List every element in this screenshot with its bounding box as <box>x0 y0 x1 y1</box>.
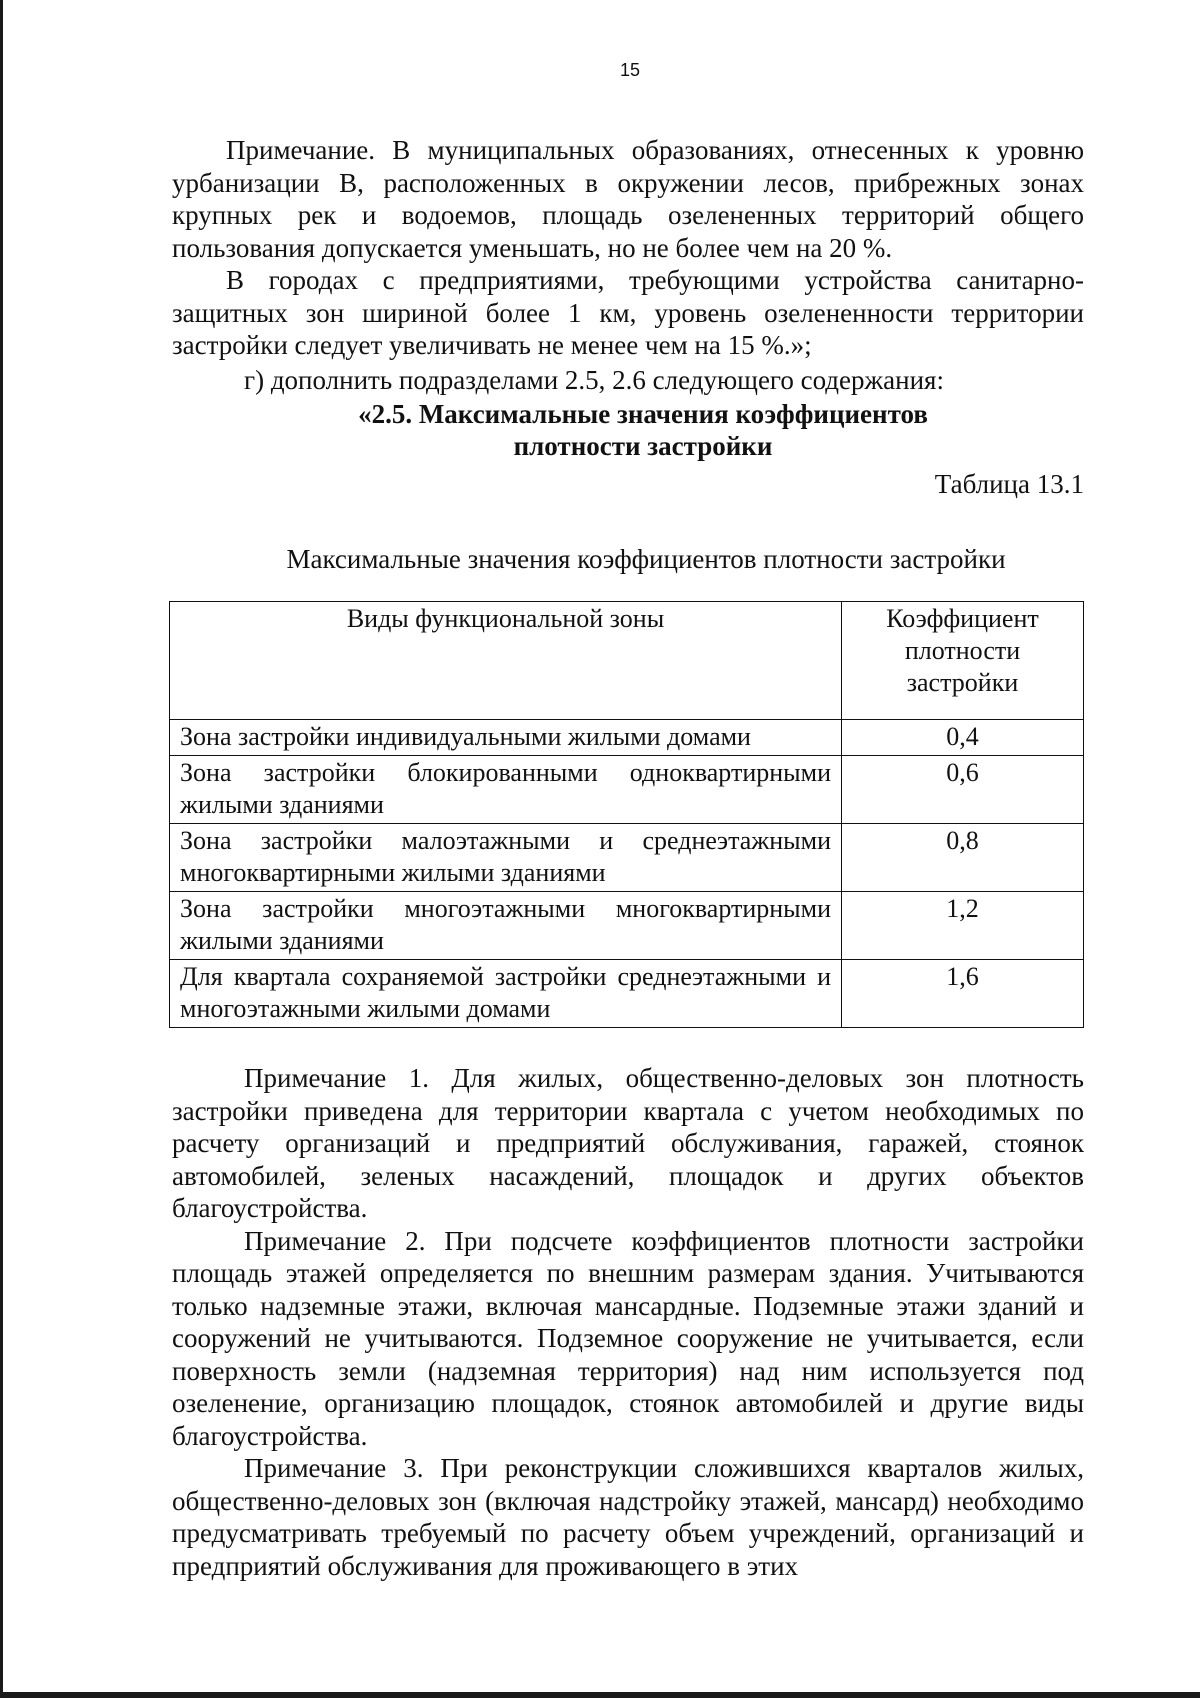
coefficient-cell: 0,8 <box>842 824 1084 892</box>
section-title-line-2: плотности застройки <box>513 431 773 461</box>
table-row <box>170 756 1084 824</box>
coefficient-cell: 1,6 <box>842 960 1084 1028</box>
section-title-line-1: «2.5. Максимальные значения коэффициентов <box>358 399 928 429</box>
header-zone-type: Виды функциональной зоны <box>170 602 842 720</box>
table-row <box>170 720 1084 756</box>
paragraph-sanitary-zones: В городах с предприятиями, требующими устройства санитарно-защитных зон шириной более 1 км, уровень озелененности территории застройки следует увеличивать не менее чем на 15 %.»; <box>172 265 1084 360</box>
section-title <box>202 398 1084 462</box>
zone-cell: Зона застройки многоэтажными многоквартирными жилыми зданиями <box>170 892 842 960</box>
note-2: Примечание 2. При подсчете коэффициентов плотности застройки площадь этажей определяется по внешним размерам здания. Учитываются только надземные этажи, включая мансардные. Подземные этажи зданий и сооружений не учитываются. Подземное сооружение не учитывается, если поверхность земли (надземная территория) над ним используется под озеленение, организацию площадок, стоянок автомобилей и другие виды благоустройства. <box>172 1225 1084 1451</box>
scan-border-bottom <box>0 1692 1200 1698</box>
coefficient-cell: 1,2 <box>842 892 1084 960</box>
density-table <box>169 601 1084 1028</box>
table-header-row <box>170 602 1084 720</box>
zone-cell: Для квартала сохраняемой застройки среднеэтажными и многоэтажными жилыми домами <box>170 960 842 1028</box>
document-body <box>172 134 1084 1582</box>
header-coefficient <box>842 602 1084 720</box>
header-coefficient-line-2: плотности <box>904 636 1021 665</box>
table-notes <box>172 1062 1084 1582</box>
table-row <box>170 824 1084 892</box>
header-coefficient-line-1: Коэффициент <box>886 604 1039 633</box>
table-row <box>170 892 1084 960</box>
amendment-item-g: г) дополнить подразделами 2.5, 2.6 следующего содержания: <box>244 364 944 395</box>
page-number: 15 <box>619 60 641 80</box>
zone-cell: Зона застройки малоэтажными и среднеэтажными многоквартирными жилыми зданиями <box>170 824 842 892</box>
paragraph-note-urbanization: Примечание. В муниципальных образованиях, отнесенных к уровню урбанизации В, расположенных в окружении лесов, прибрежных зонах крупных рек и водоемов, площадь озелененных территорий общего пользования допускается уменьшать, но не более чем на 20 %. <box>172 135 1084 263</box>
zone-cell: Зона застройки индивидуальными жилыми домами <box>170 720 842 756</box>
table-caption: Максимальные значения коэффициентов плотности застройки <box>286 543 1006 574</box>
table-label: Таблица 13.1 <box>934 469 1084 499</box>
coefficient-cell: 0,6 <box>842 756 1084 824</box>
note-3: Примечание 3. При реконструкции сложившихся кварталов жилых, общественно-деловых зон (включая надстройку этажей, мансард) необходимо предусматривать требуемый по расчету объем учреждений, организаций и предприятий обслуживания для проживающего в этих <box>172 1453 1084 1581</box>
table-row <box>170 960 1084 1028</box>
zone-cell: Зона застройки блокированными одноквартирными жилыми зданиями <box>170 756 842 824</box>
coefficient-cell: 0,4 <box>842 720 1084 756</box>
scan-border-left <box>0 0 3 1698</box>
note-1: Примечание 1. Для жилых, общественно-деловых зон плотность застройки приведена для территории квартала с учетом необходимых по расчету организаций и предприятий обслуживания, гаражей, стоянок автомобилей, зеленых насаждений, площадок и других объектов благоустройства. <box>172 1063 1084 1223</box>
header-coefficient-line-3: застройки <box>906 668 1019 697</box>
